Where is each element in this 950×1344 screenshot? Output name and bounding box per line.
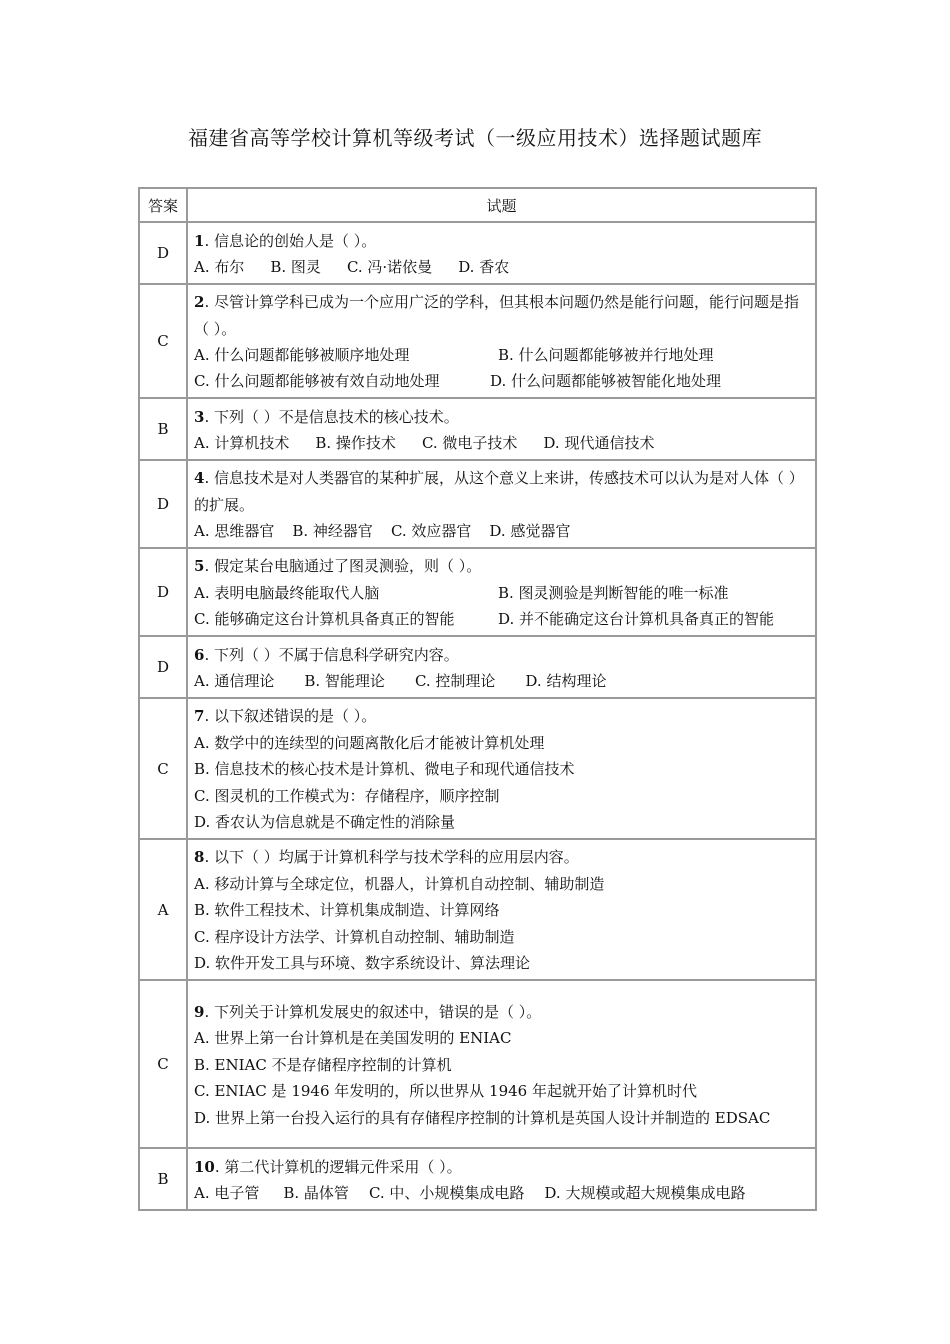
- table-row: [139, 284, 816, 398]
- answer-cell: B: [139, 1148, 187, 1210]
- question-cell: [187, 398, 816, 460]
- option-b: B. 什么问题都能够被并行地处理: [498, 346, 714, 364]
- table-row: [139, 698, 816, 839]
- question-number: 9: [194, 1002, 205, 1021]
- question-stem: 3. 下列（ ）不是信息技术的核心技术。: [194, 407, 459, 426]
- question-bank-table: [138, 187, 817, 1211]
- option-b: B. 软件工程技术、计算机集成制造、计算网络: [194, 901, 500, 920]
- answer-cell: D: [139, 460, 187, 548]
- option-d: D. 大规模或超大规模集成电路: [544, 1184, 746, 1202]
- option-c: C. ENIAC 是 1946 年发明的，所以世界从 1946 年起就开始了计算机时代: [194, 1082, 697, 1101]
- question-number: 8: [194, 848, 205, 867]
- option-a: A. 移动计算与全球定位，机器人，计算机自动控制、辅助制造: [194, 874, 605, 893]
- option-c: C. 控制理论: [414, 672, 496, 690]
- option-c: C. 能够确定这台计算机具备真正的智能: [194, 610, 455, 629]
- question-cell: [187, 839, 816, 980]
- answer-cell: A: [139, 839, 187, 980]
- option-d: D. 什么问题都能够被智能化地处理: [490, 372, 722, 391]
- option-a: A. 通信理论: [194, 672, 275, 690]
- option-c: C. 什么问题都能够被有效自动地处理: [194, 372, 440, 391]
- table-header-row: [139, 188, 816, 222]
- options-row: [194, 368, 809, 394]
- options-row: [194, 430, 809, 456]
- option-c: C. 效应器官: [390, 522, 472, 541]
- option-b: B. 操作技术: [315, 434, 396, 452]
- options-row: [194, 518, 809, 544]
- question-cell: [187, 548, 816, 636]
- option-a: A. 计算机技术: [194, 434, 290, 452]
- option-d: D. 结构理论: [525, 672, 607, 690]
- question-cell: [187, 222, 816, 284]
- question-cell: [187, 698, 816, 839]
- question-stem: 4. 信息技术是对人类器官的某种扩展，从这个意义上来讲，传感技术可以认为是对人体（ ）的扩展。: [194, 469, 804, 514]
- answer-cell: C: [139, 698, 187, 839]
- answer-cell: C: [139, 980, 187, 1148]
- question-number: 6: [194, 645, 205, 664]
- options-row: [194, 1180, 809, 1206]
- question-number: 5: [194, 557, 205, 576]
- question-header: 试题: [187, 188, 816, 222]
- answer-cell: D: [139, 222, 187, 284]
- question-number: 7: [194, 707, 205, 726]
- question-stem: 8. 以下（ ）均属于计算机科学与技术学科的应用层内容。: [194, 848, 579, 867]
- options-row: [194, 606, 809, 632]
- answer-cell: C: [139, 284, 187, 398]
- table-row: [139, 460, 816, 548]
- option-c: C. 中、小规模集成电路: [368, 1184, 525, 1202]
- question-cell: [187, 1148, 816, 1210]
- options-row: [194, 580, 809, 606]
- question-stem: 10. 第二代计算机的逻辑元件采用（ ）。: [194, 1157, 462, 1176]
- question-stem: 5. 假定某台电脑通过了图灵测验，则（ ）。: [194, 557, 482, 576]
- option-d: D. 香农认为信息就是不确定性的消除量: [194, 813, 456, 832]
- option-b: B. ENIAC 不是存储程序控制的计算机: [194, 1055, 452, 1074]
- option-d: D. 并不能确定这台计算机具备真正的智能: [498, 610, 775, 629]
- options-row: [194, 254, 809, 280]
- option-d: D. 软件开发工具与环境、数字系统设计、算法理论: [194, 954, 531, 973]
- options-row: [194, 342, 809, 368]
- question-number: 1: [194, 231, 205, 250]
- question-stem: 7. 以下叙述错误的是（ ）。: [194, 707, 377, 726]
- answer-cell: B: [139, 398, 187, 460]
- question-stem: 6. 下列（ ）不属于信息科学研究内容。: [194, 645, 459, 664]
- question-number: 2: [194, 293, 205, 312]
- option-c: C. 冯·诺依曼: [346, 258, 433, 276]
- option-a: A. 思维器官: [194, 522, 275, 541]
- question-cell: [187, 636, 816, 698]
- option-a: A. 表明电脑最终能取代人脑: [194, 583, 380, 602]
- option-a: A. 什么问题都能够被顺序地处理: [194, 346, 410, 364]
- option-b: B. 智能理论: [304, 672, 385, 690]
- question-stem: 9. 下列关于计算机发展史的叙述中，错误的是（ ）。: [194, 1002, 542, 1021]
- table-row: [139, 548, 816, 636]
- option-b: B. 神经器官: [292, 522, 373, 541]
- option-a: A. 数学中的连续型的问题离散化后才能被计算机处理: [194, 733, 545, 752]
- option-a: A. 世界上第一台计算机是在美国发明的 ENIAC: [194, 1029, 512, 1048]
- option-a: A. 布尔: [194, 258, 245, 276]
- page-title: 福建省高等学校计算机等级考试（一级应用技术）选择题试题库: [188, 126, 762, 150]
- option-b: B. 图灵: [270, 258, 321, 276]
- option-c: C. 图灵机的工作模式为：存储程序，顺序控制: [194, 786, 500, 805]
- option-d: D. 世界上第一台投入运行的具有存储程序控制的计算机是英国人设计并制造的 EDSAC: [194, 1108, 771, 1127]
- option-b: B. 晶体管: [283, 1184, 349, 1202]
- question-number: 10: [194, 1157, 215, 1176]
- option-c: C. 微电子技术: [421, 434, 518, 452]
- answer-cell: D: [139, 548, 187, 636]
- option-d: D. 香农: [458, 258, 510, 276]
- option-b: B. 信息技术的核心技术是计算机、微电子和现代通信技术: [194, 760, 575, 779]
- option-d: D. 现代通信技术: [543, 434, 655, 452]
- answer-header: 答案: [139, 188, 187, 222]
- question-number: 4: [194, 469, 205, 488]
- question-stem: 1. 信息论的创始人是（ ）。: [194, 231, 377, 250]
- question-stem: 2. 尽管计算学科已成为一个应用广泛的学科，但其根本问题仍然是能行问题，能行问题是指（ ）。: [194, 293, 799, 338]
- option-d: D. 感觉器官: [489, 522, 571, 541]
- table-row: [139, 980, 816, 1148]
- answer-cell: D: [139, 636, 187, 698]
- table-row: [139, 1148, 816, 1210]
- question-number: 3: [194, 407, 205, 426]
- option-c: C. 程序设计方法学、计算机自动控制、辅助制造: [194, 927, 515, 946]
- table-row: [139, 839, 816, 980]
- options-row: [194, 668, 809, 694]
- question-cell: [187, 460, 816, 548]
- question-cell: [187, 284, 816, 398]
- table-row: [139, 636, 816, 698]
- table-row: [139, 398, 816, 460]
- option-a: A. 电子管: [194, 1184, 260, 1202]
- question-cell: [187, 980, 816, 1148]
- option-b: B. 图灵测验是判断智能的唯一标准: [498, 583, 729, 602]
- table-row: [139, 222, 816, 284]
